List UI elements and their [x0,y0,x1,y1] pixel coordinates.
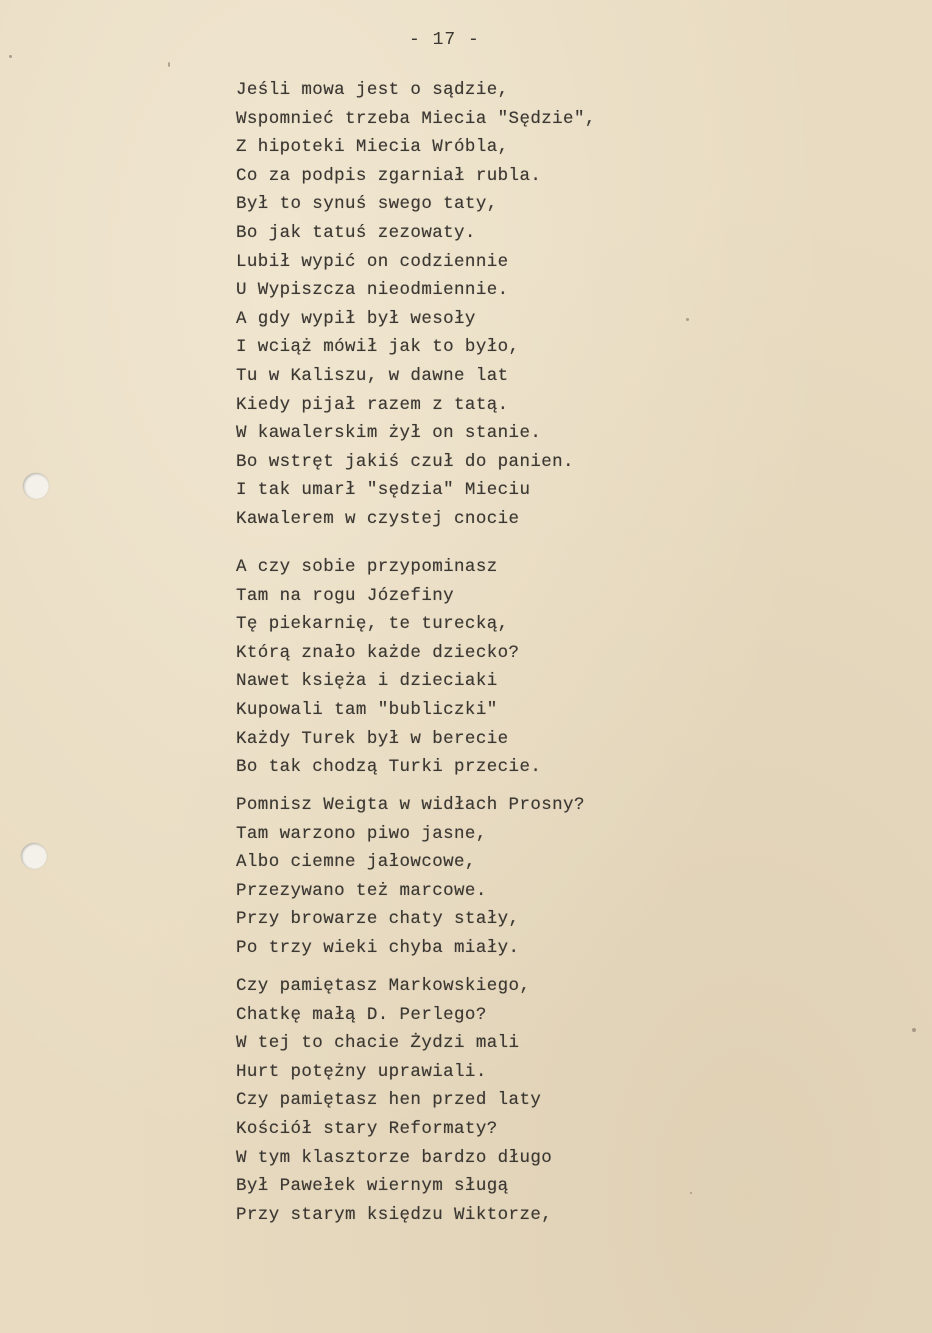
verse-line: Tam warzono piwo jasne, [236,823,487,844]
verse-line: Tu w Kaliszu, w dawne lat [236,365,509,386]
verse-line: A czy sobie przypominasz [236,557,498,577]
verse-line: Po trzy wieki chyba miały. [236,937,520,958]
verse-line: W tej to chacie Żydzi mali [236,1033,520,1054]
verse-line: Kupowali tam "bubliczki" [236,699,498,720]
verse-line: Kawalerem w czystej cnocie [236,508,520,529]
verse-line: Przezywano też marcowe. [236,880,487,901]
verse-line: Nawet księża i dzieciaki [236,671,498,692]
verse-line: Którą znało każde dziecko? [236,642,520,663]
verse-line: Chatkę małą D. Perlego? [236,1004,487,1025]
verse-line: Przy browarze chaty stały, [236,909,520,930]
verse-line: I tak umarł "sędzia" Mieciu [236,480,531,501]
verse-line: Wspomnieć trzeba Miecia "Sędzie", [236,108,596,129]
verse-line: I wciąż mówił jak to było, [236,337,520,358]
verse-line: Tam na rogu Józefiny [236,585,455,606]
page-number: - 17 - [409,30,480,50]
verse-line: Bo jak tatuś zezowaty. [236,222,476,243]
verse-line: A gdy wypił był wesoły [236,308,476,329]
paper-speck [168,62,170,67]
verse-line: Był Pawełek wiernym sługą [236,1176,509,1197]
verse-line: Czy pamiętasz hen przed laty [236,1090,542,1111]
verse-line: Kościół stary Reformaty? [236,1118,498,1139]
verse-line: Bo wstręt jakiś czuł do panien. [236,451,574,472]
stanza-2 [236,553,541,782]
paper-speck [912,1028,916,1032]
punch-hole-top [23,473,49,499]
stanza-3 [236,791,585,963]
verse-line: Jeśli mowa jest o sądzie, [236,80,509,100]
verse-line: Albo ciemne jałowcowe, [236,852,476,873]
verse-line: Hurt potężny uprawiali. [236,1061,487,1082]
verse-line: Pomnisz Weigta w widłach Prosny? [236,795,585,815]
verse-line: W tym klasztorze bardzo długo [236,1147,553,1168]
verse-line: Tę piekarnię, te turecką, [236,614,509,635]
verse-line: U Wypiszcza nieodmiennie. [236,280,509,301]
stanza-1 [236,76,596,534]
verse-line: Z hipoteki Miecia Wróbla, [236,137,509,158]
paper-speck [9,55,12,58]
verse-line: Co za podpis zgarniał rubla. [236,165,542,186]
verse-line: Lubił wypić on codziennie [236,251,509,272]
paper-speck [686,318,689,321]
verse-line: Każdy Turek był w berecie [236,728,509,749]
punch-hole-bottom [21,843,47,869]
verse-line: Kiedy pijał razem z tatą. [236,394,509,415]
verse-line: Bo tak chodzą Turki przecie. [236,757,542,778]
verse-line: Czy pamiętasz Markowskiego, [236,976,531,996]
verse-line: Był to synuś swego taty, [236,194,498,215]
stanza-4 [236,972,552,1229]
verse-line: Przy starym księdzu Wiktorze, [236,1204,553,1225]
paper-speck [690,1192,692,1194]
verse-line: W kawalerskim żył on stanie. [236,423,542,444]
